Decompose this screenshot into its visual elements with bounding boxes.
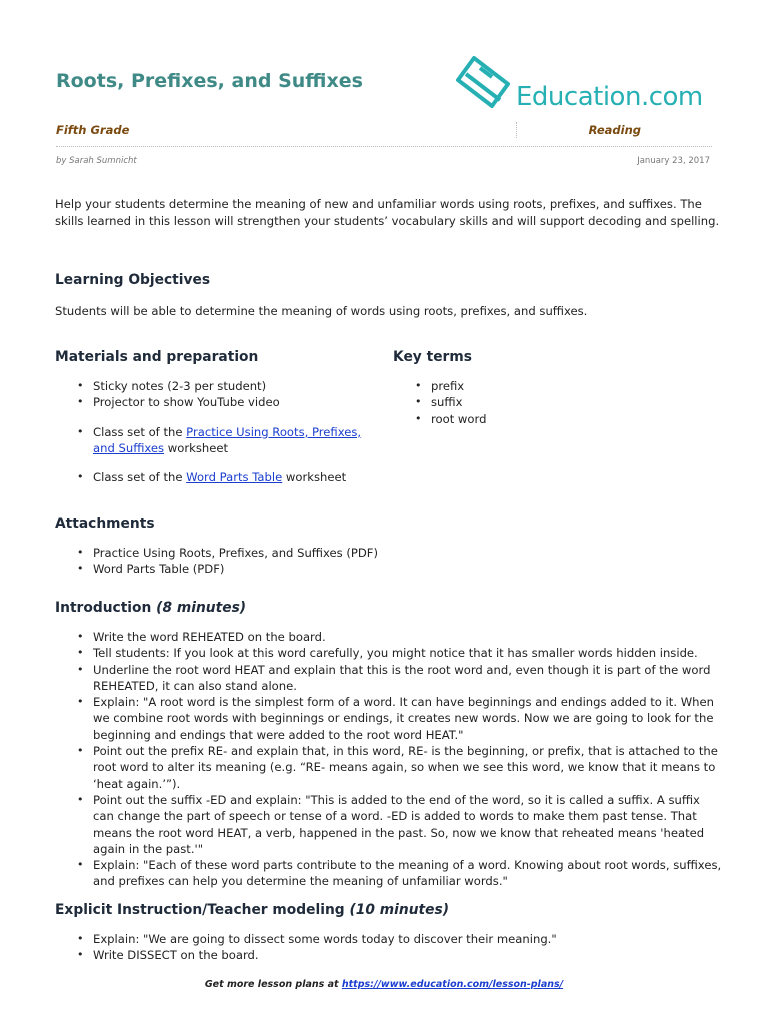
author: by Sarah Sumnicht: [56, 156, 137, 166]
list-item-text: Write the word REHEATED on the board.: [93, 630, 326, 644]
meta-divider: [516, 122, 517, 138]
list-item: [55, 931, 723, 947]
introduction-list: [55, 629, 723, 890]
objectives-text: Students will be able to determine the meaning of words using roots, prefixes, and suffixes.: [55, 304, 588, 318]
footer-text: Get more lesson plans at: [204, 979, 342, 990]
list-item: [393, 394, 693, 410]
lesson-plans-link[interactable]: https://www.education.com/lesson-plans/: [341, 979, 564, 990]
objectives-heading: Learning Objectives: [55, 272, 211, 288]
page-title: Roots, Prefixes, and Suffixes: [56, 70, 363, 92]
list-item: [55, 662, 723, 695]
list-item-text: Point out the prefix RE- and explain that, in this word, RE- is the beginning, or prefix, that is attached to the root word to alter its meaning (e.g. “RE- means again, so when we see this word, we know that it means to ‘heat again.’”).: [93, 744, 718, 791]
list-item-text: worksheet: [164, 440, 229, 455]
practice-worksheet-link[interactable]: Practice Using Roots, Prefixes, and Suffixes: [93, 424, 362, 455]
list-item-text: Point out the suffix -ED and explain: "This is added to the end of the word, so it is called a suffix. A suffix can change the part of speech or tense of a word. -ED is added to words to make them past tense. That means the root word HEAT, a verb, happened in the past. So, now we know that reheated means 'heated again in the past.'": [93, 792, 705, 856]
explicit-instruction-heading: [55, 902, 449, 918]
list-item-text: Tell students: If you look at this word carefully, you might notice that it has smaller words hidden inside.: [93, 646, 698, 661]
footer: [0, 979, 768, 990]
list-item: [55, 424, 375, 457]
list-item: [55, 947, 723, 963]
materials-heading: Materials and preparation: [55, 349, 259, 365]
list-item-text: prefix: [431, 379, 465, 393]
heading-text: Explicit Instruction/Teacher modeling: [55, 902, 345, 918]
pencil-logo-icon: [452, 54, 514, 112]
list-item-text: root word: [431, 411, 487, 426]
explicit-instruction-list: [55, 931, 723, 964]
list-item-text: Class set of the: [93, 424, 187, 439]
list-item-text: Projector to show YouTube video: [93, 395, 280, 410]
attachment-practice-pdf[interactable]: Practice Using Roots, Prefixes, and Suffixes (PDF): [93, 546, 379, 560]
attachments-heading: Attachments: [55, 516, 155, 532]
attachments-list: [55, 545, 655, 578]
list-item: [393, 411, 693, 427]
duration-text: (8 minutes): [156, 600, 247, 616]
list-item-text: Underline the root word HEAT and explain that this is the root word and, even though it is part of the word REHEATED, it can also stand alone.: [93, 662, 711, 693]
list-item: [55, 694, 723, 743]
list-item: [55, 394, 375, 410]
list-item-text: Explain: "Each of these word parts contribute to the meaning of a word. Knowing about root words, suffixes, and prefixes can help you determine the meaning of unfamiliar words.": [93, 858, 722, 889]
list-item: [393, 378, 693, 394]
list-item: [55, 469, 375, 485]
list-item-text: worksheet: [282, 470, 347, 485]
word-parts-table-link[interactable]: Word Parts Table: [186, 470, 283, 485]
education-com-logo[interactable]: [452, 52, 714, 112]
list-item-text: suffix: [431, 395, 463, 410]
duration-text: (10 minutes): [349, 902, 449, 918]
key-terms-list: [393, 378, 693, 427]
attachment-word-parts-pdf[interactable]: Word Parts Table (PDF): [93, 562, 225, 577]
date: January 23, 2017: [637, 156, 710, 166]
grade-label: Fifth Grade: [56, 123, 130, 137]
list-item: [55, 792, 723, 857]
list-item-text: Explain: "A root word is the simplest form of a word. It can have beginnings and endings added to it. When we combine root words with beginnings or endings, it creates new words. Now we are going to look for the beginning and endings that were added to the root word HEAT.": [93, 695, 714, 742]
subject-label: Reading: [588, 123, 641, 137]
intro-paragraph: Help your students determine the meaning of new and unfamiliar words using roots, prefixes, and suffixes. The skills learned in this lesson will strengthen your students’ vocabulary skills and will support decoding and spelling.: [55, 197, 720, 228]
list-item: [55, 857, 723, 890]
list-item-text: Sticky notes (2-3 per student): [93, 379, 267, 393]
materials-list: [55, 378, 375, 485]
list-item[interactable]: [55, 561, 655, 577]
introduction-heading: [55, 600, 246, 616]
list-item-text: Explain: "We are going to dissect some words today to discover their meaning.": [93, 932, 557, 946]
list-item-text: Write DISSECT on the board.: [93, 948, 259, 963]
list-item: [55, 378, 375, 394]
key-terms-heading: Key terms: [393, 349, 472, 365]
header-divider: [56, 146, 712, 147]
list-item-text: Class set of the: [93, 470, 187, 485]
logo-text: Education.com: [516, 82, 703, 112]
list-item: [55, 743, 723, 792]
list-item[interactable]: [55, 545, 655, 561]
list-item: [55, 645, 723, 661]
heading-text: Introduction: [55, 600, 152, 616]
list-item: [55, 629, 723, 645]
